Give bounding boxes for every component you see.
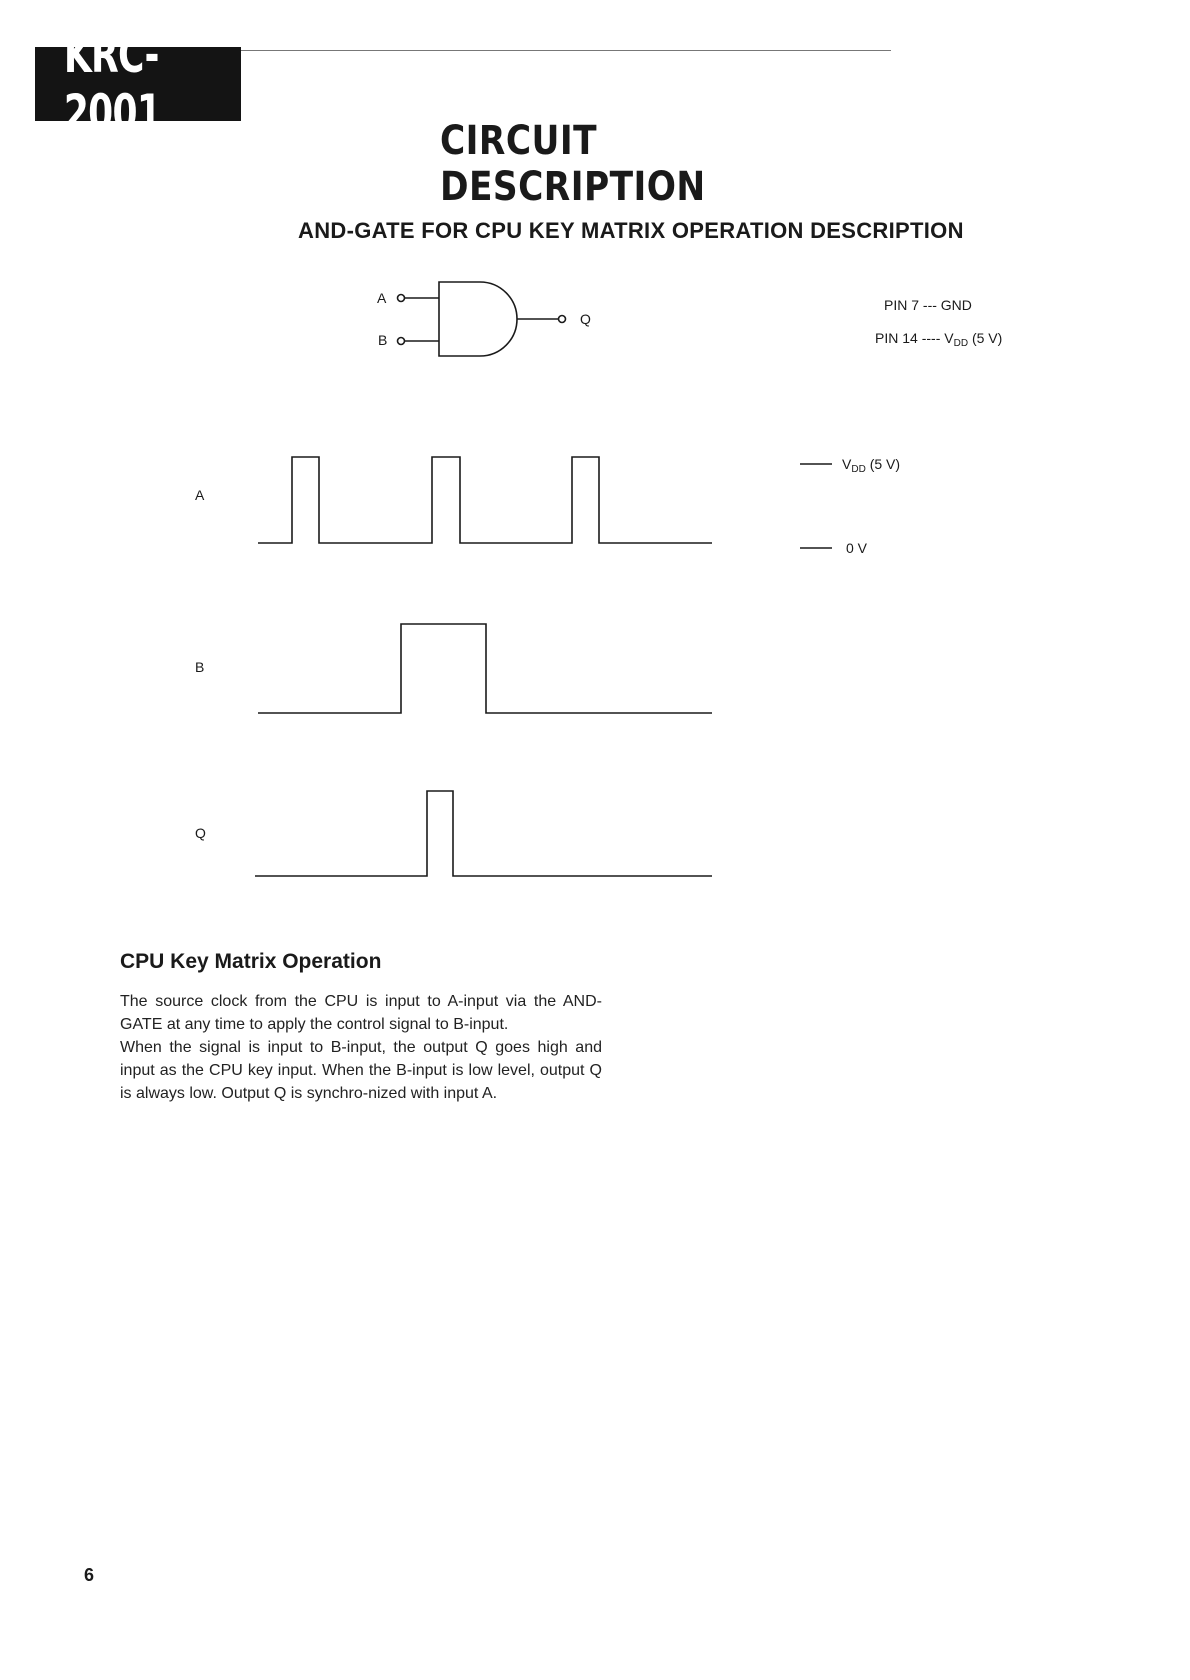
zero-volt-level-label: 0 V xyxy=(846,540,868,556)
gate-input-a-label: A xyxy=(377,290,387,306)
waveform-b xyxy=(258,624,712,713)
waveform-q-label: Q xyxy=(195,825,206,841)
page-title: CIRCUIT DESCRIPTION xyxy=(440,118,706,210)
waveform-b-label: B xyxy=(195,659,205,675)
model-number: KRC-2001 xyxy=(63,26,162,142)
waveform-q xyxy=(255,791,712,876)
waveform-a-label: A xyxy=(195,487,205,503)
paragraph-2: When the signal is input to B-input, the output Q goes high and input as the CPU key input. When the B-input is low level, output Q is always low. Output Q is synchro-nized with input A. xyxy=(120,1039,602,1102)
gate-output-q-label: Q xyxy=(580,311,591,327)
pin7-note: PIN 7 --- GND xyxy=(884,297,972,313)
pin14-note: PIN 14 ---- $V_{DD}$ (5 V) xyxy=(875,330,1003,349)
input-a-terminal xyxy=(398,295,405,302)
waveform-a xyxy=(258,457,712,543)
cpu-key-matrix-heading: CPU Key Matrix Operation xyxy=(120,950,382,973)
gate-input-b-label: B xyxy=(378,332,388,348)
input-b-terminal xyxy=(398,338,405,345)
vdd-level-label: $V_{DD}$ (5 V) xyxy=(842,456,901,475)
and-gate-symbol xyxy=(439,282,517,356)
cpu-key-matrix-body xyxy=(120,990,602,1105)
output-q-terminal xyxy=(559,316,566,323)
paragraph-1: The source clock from the CPU is input to A-input via the AND-GATE at any time to apply the control signal to B-input. xyxy=(120,993,602,1033)
page-number: 6 xyxy=(84,1565,95,1585)
section-title: AND-GATE FOR CPU KEY MATRIX OPERATION DESCRIPTION xyxy=(298,218,964,243)
